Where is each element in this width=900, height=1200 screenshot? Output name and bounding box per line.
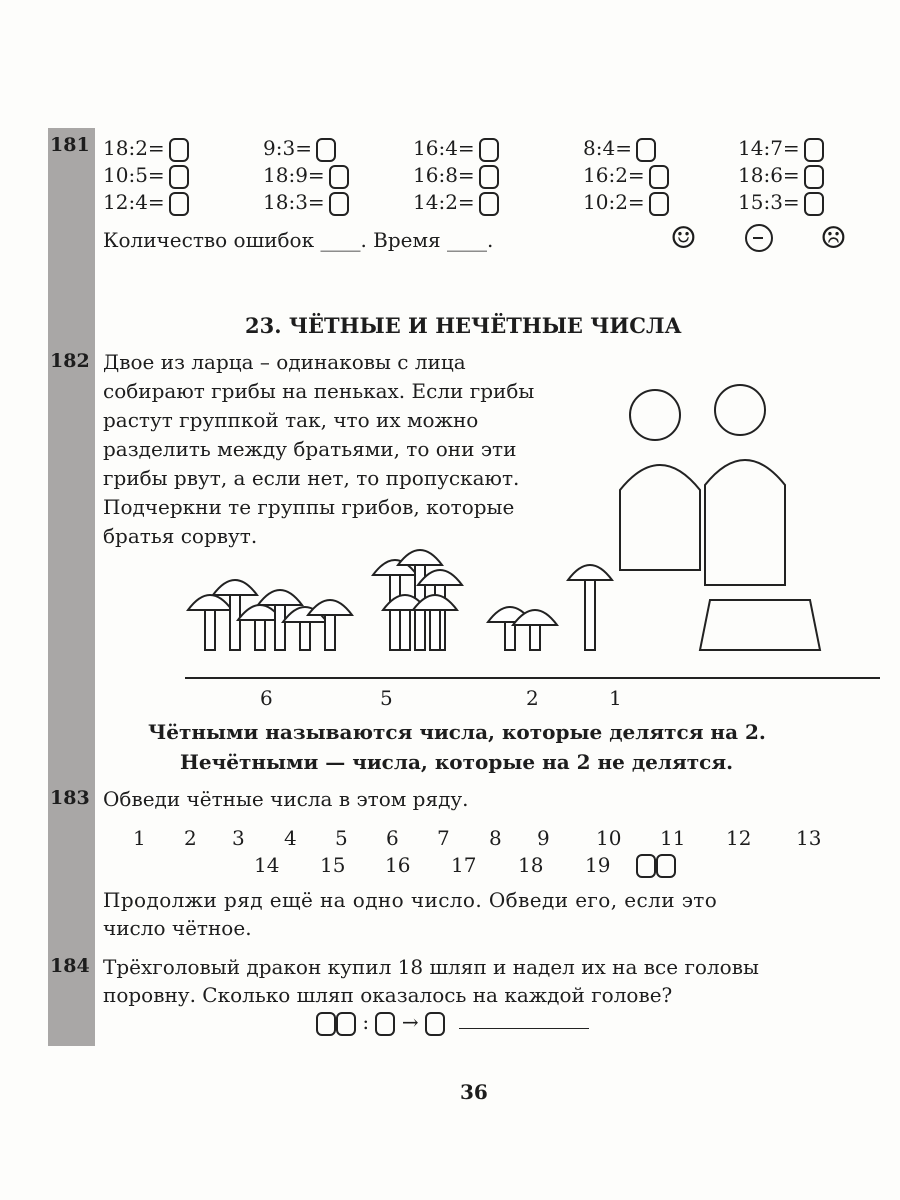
division-item	[103, 136, 189, 162]
number-item[interactable]: 8	[489, 826, 502, 850]
mushroom-cap	[398, 550, 442, 565]
number-item[interactable]: 19	[585, 853, 611, 877]
colon: :	[362, 1010, 370, 1034]
mushroom-stem	[585, 580, 595, 650]
number-item[interactable]: 4	[284, 826, 297, 850]
arrow-icon: →	[401, 1010, 419, 1034]
mushroom-stem	[275, 605, 285, 650]
answer-formula	[316, 1010, 589, 1036]
exercise-number-strip	[48, 128, 95, 1046]
exercise-182-line: разделить между братьями, то они эти	[103, 437, 517, 461]
group-count-1: 1	[609, 686, 622, 710]
division-item	[738, 136, 824, 162]
exercise-184-text-2: поровну. Сколько шляп оказалось на каждой голове?	[103, 983, 673, 1007]
mushroom-stem	[255, 620, 265, 650]
number-item[interactable]: 10	[596, 826, 622, 850]
division-expression: 10:2=	[583, 190, 645, 214]
division-expression: 14:2=	[413, 190, 475, 214]
number-item[interactable]: 14	[254, 853, 280, 877]
exercise-182-line: Двое из ларца – одинаковы с лица	[103, 350, 466, 374]
answer-box[interactable]	[169, 165, 189, 189]
division-item	[413, 190, 499, 216]
division-item	[103, 163, 189, 189]
mushroom-stem	[505, 622, 515, 650]
dividend-ones-box[interactable]	[336, 1012, 356, 1036]
division-expression: 10:5=	[103, 163, 165, 187]
answer-box[interactable]	[804, 138, 824, 162]
number-item[interactable]: 3	[232, 826, 245, 850]
exercise-183-text-2: число чётное.	[103, 916, 252, 940]
division-item	[263, 163, 349, 189]
even-numbers-rule: Чётными называются числа, которые делятся на 2.	[148, 720, 766, 744]
division-expression: 18:2=	[103, 136, 165, 160]
answer-box[interactable]	[479, 192, 499, 216]
result-box[interactable]	[425, 1012, 445, 1036]
division-expression: 16:8=	[413, 163, 475, 187]
number-item[interactable]: 9	[537, 826, 550, 850]
answer-box[interactable]	[169, 138, 189, 162]
division-expression: 9:3=	[263, 136, 312, 160]
exercise-number: 181	[50, 134, 90, 156]
answer-box[interactable]	[329, 192, 349, 216]
answer-box[interactable]	[169, 192, 189, 216]
division-item	[583, 190, 669, 216]
answer-box[interactable]	[649, 192, 669, 216]
division-item	[738, 163, 824, 189]
division-expression: 18:3=	[263, 190, 325, 214]
number-item[interactable]: 7	[437, 826, 450, 850]
number-item[interactable]: 6	[386, 826, 399, 850]
mushroom-cap	[308, 600, 352, 615]
number-item[interactable]: 1	[133, 826, 146, 850]
mushrooms-brothers-illustration	[180, 360, 880, 680]
answer-box[interactable]	[804, 192, 824, 216]
mushroom-stem	[205, 610, 215, 650]
dividend-tens-box[interactable]	[316, 1012, 336, 1036]
number-item[interactable]: 15	[320, 853, 346, 877]
exercise-number: 183	[50, 787, 90, 809]
mushroom-stem	[430, 610, 440, 650]
mushroom-stem	[400, 610, 410, 650]
next-number-boxes[interactable]	[636, 852, 676, 878]
mushroom-stem	[390, 575, 400, 650]
number-item[interactable]: 12	[726, 826, 752, 850]
exercise-182-line: растут группкой так, что их можно	[103, 408, 479, 432]
mushroom-stem	[325, 615, 335, 650]
division-expression: 12:4=	[103, 190, 165, 214]
division-item	[263, 190, 349, 216]
answer-box[interactable]	[479, 165, 499, 189]
exercise-182-line: грибы рвут, а если нет, то пропускают.	[103, 466, 520, 490]
mushroom-stem	[530, 625, 540, 650]
division-item	[413, 136, 499, 162]
number-item[interactable]: 5	[335, 826, 348, 850]
answer-line[interactable]	[459, 1028, 589, 1029]
division-item	[583, 136, 656, 162]
mushroom-cap	[568, 565, 612, 580]
answer-box[interactable]	[636, 138, 656, 162]
division-item	[103, 190, 189, 216]
errors-time-line: Количество ошибок ____. Время ____.	[103, 228, 494, 252]
division-item	[413, 163, 499, 189]
sad-smiley-icon[interactable]: ☹	[820, 221, 847, 256]
division-expression: 18:6=	[738, 163, 800, 187]
exercise-183-text-1: Продолжи ряд ещё на одно число. Обведи его, если это	[103, 888, 718, 912]
exercise-number: 184	[50, 955, 90, 977]
neutral-smiley-icon[interactable]	[745, 224, 773, 259]
mushroom-cap	[213, 580, 257, 595]
answer-box[interactable]	[479, 138, 499, 162]
page-number: 36	[460, 1080, 488, 1104]
answer-box[interactable]	[329, 165, 349, 189]
section-title: 23. ЧЁТНЫЕ И НЕЧЁТНЫЕ ЧИСЛА	[245, 313, 682, 338]
division-expression: 15:3=	[738, 190, 800, 214]
division-expression: 16:2=	[583, 163, 645, 187]
group-count-6: 6	[260, 686, 273, 710]
division-item	[263, 136, 336, 162]
number-item[interactable]: 13	[796, 826, 822, 850]
division-expression: 16:4=	[413, 136, 475, 160]
odd-numbers-rule: Нечётными — числа, которые на 2 не делятся.	[180, 750, 734, 774]
division-expression: 14:7=	[738, 136, 800, 160]
number-item[interactable]: 2	[184, 826, 197, 850]
mushroom-stem	[230, 595, 240, 650]
mushroom-stem	[300, 622, 310, 650]
group-count-2: 2	[526, 686, 539, 710]
exercise-184-text-1: Трёхголовый дракон купил 18 шляп и надел их на все головы	[103, 955, 759, 979]
mushroom-cap	[188, 595, 232, 610]
answer-box[interactable]	[316, 138, 336, 162]
number-item[interactable]: 16	[385, 853, 411, 877]
division-expression: 18:9=	[263, 163, 325, 187]
division-expression: 8:4=	[583, 136, 632, 160]
division-item	[738, 190, 824, 216]
number-item[interactable]: 18	[518, 853, 544, 877]
group-count-5: 5	[380, 686, 393, 710]
divisor-box[interactable]	[375, 1012, 395, 1036]
exercise-182-line: братья сорвут.	[103, 524, 258, 548]
exercise-182-line: Подчеркни те группы грибов, которые	[103, 495, 515, 519]
answer-box[interactable]	[804, 165, 824, 189]
exercise-number: 182	[50, 350, 90, 372]
exercise-182-line: собирают грибы на пеньках. Если грибы	[103, 379, 535, 403]
mushroom-cap	[258, 590, 302, 605]
exercise-183-prompt: Обведи чётные числа в этом ряду.	[103, 787, 469, 811]
number-item[interactable]: 17	[451, 853, 477, 877]
happy-smiley-icon[interactable]: ☺	[670, 221, 697, 256]
division-item	[583, 163, 669, 189]
number-item[interactable]: 11	[660, 826, 686, 850]
answer-box[interactable]	[649, 165, 669, 189]
